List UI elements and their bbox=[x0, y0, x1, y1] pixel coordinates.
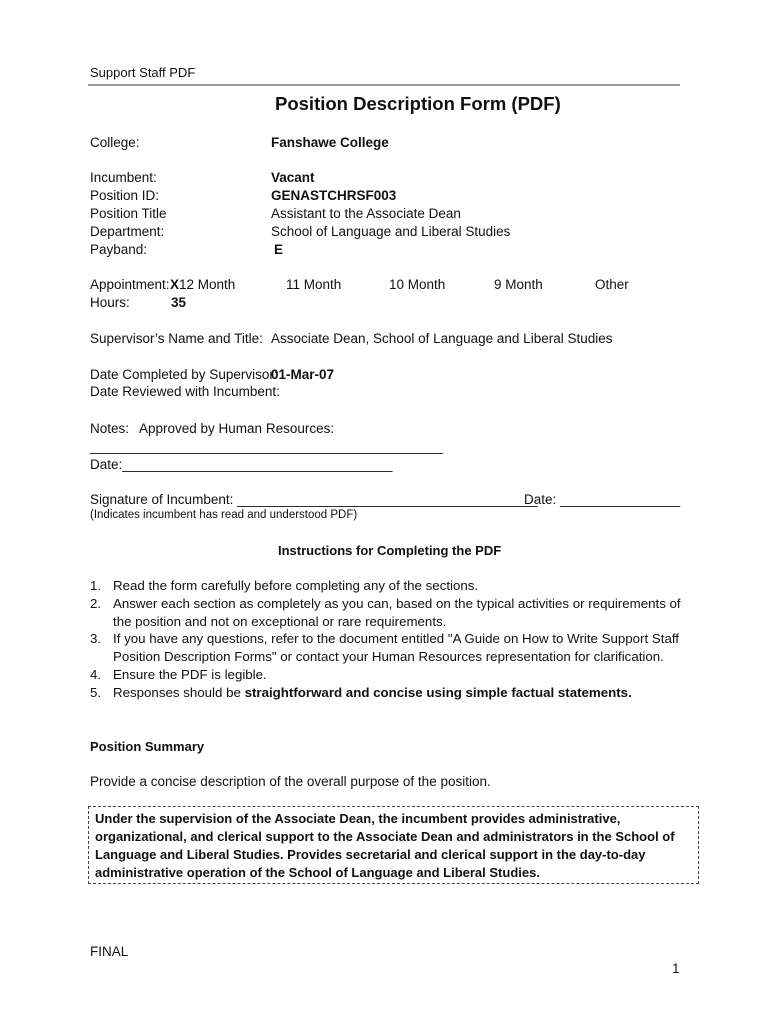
list-item-text: If you have any questions, refer to the document entitled "A Guide on How to Write Support Staff Position Description Forms" or contact your Human Resources representation for clarification. bbox=[113, 631, 679, 665]
approved-by-hr-label: Approved by Human Resources: bbox=[139, 421, 335, 436]
appointment-option-9-month: 9 Month bbox=[494, 277, 543, 292]
department-value: School of Language and Liberal Studies bbox=[271, 224, 511, 239]
appointment-option-12-month bbox=[170, 277, 235, 292]
header-rule bbox=[88, 84, 680, 86]
hours-value: 35 bbox=[171, 295, 187, 310]
document-status: FINAL bbox=[90, 944, 129, 959]
department-label: Department: bbox=[90, 224, 165, 239]
running-head: Support Staff PDF bbox=[90, 65, 196, 80]
position-id-value: GENASTCHRSF003 bbox=[271, 188, 397, 203]
date-completed-value: 01-Mar-07 bbox=[271, 367, 335, 382]
date-reviewed-label: Date Reviewed with Incumbent: bbox=[90, 384, 280, 399]
incumbent-value: Vacant bbox=[271, 170, 315, 185]
appointment-option-label: 12 Month bbox=[179, 277, 236, 292]
list-item-number: 5. bbox=[90, 684, 102, 700]
list-item-number: 3. bbox=[90, 631, 102, 647]
page-number: 1 bbox=[672, 961, 680, 976]
list-item-text: Answer each section as completely as you can, based on the typical activities or requirements of the position and not on exceptional or rare requirements. bbox=[113, 595, 681, 629]
instructions-list bbox=[90, 577, 690, 702]
signature-date-line: Date: ________________ bbox=[524, 492, 681, 507]
payband-value: E bbox=[274, 242, 284, 257]
page-title: Position Description Form (PDF) bbox=[275, 93, 561, 114]
college-value: Fanshawe College bbox=[271, 135, 389, 150]
date-completed-label: Date Completed by Supervisor: bbox=[90, 367, 278, 382]
signature-note: (Indicates incumbent has read and understood PDF) bbox=[90, 509, 358, 521]
position-id-label: Position ID: bbox=[90, 188, 160, 203]
list-item-text: Responses should be bbox=[113, 684, 245, 700]
approval-date-line: Date:____________________________________ bbox=[90, 457, 393, 472]
position-title-label: Position Title bbox=[90, 206, 167, 221]
college-label: College: bbox=[90, 135, 140, 150]
list-item-emphasis: straightforward and concise using simple factual statements. bbox=[244, 684, 632, 700]
list-item bbox=[90, 630, 690, 666]
notes-label: Notes: bbox=[90, 421, 130, 436]
supervisor-value: Associate Dean, School of Language and Liberal Studies bbox=[271, 331, 613, 346]
list-item bbox=[90, 577, 690, 595]
list-item bbox=[90, 595, 690, 631]
position-summary-prompt: Provide a concise description of the overall purpose of the position. bbox=[90, 774, 491, 789]
position-summary-heading: Position Summary bbox=[90, 739, 205, 754]
position-title-value: Assistant to the Associate Dean bbox=[271, 206, 461, 221]
position-summary-box: Under the supervision of the Associate Dean, the incumbent provides administrative, organizational, and clerical support to the Associate Dean and administrators in the School of Language and Liberal Studies. Provides secretarial and clerical support in the day-to-day administrative operation of the School of Language and Liberal Studies. bbox=[88, 806, 699, 884]
list-item-number: 1. bbox=[90, 578, 102, 593]
appointment-selected-mark: X bbox=[170, 277, 180, 292]
incumbent-label: Incumbent: bbox=[90, 170, 157, 185]
appointment-label: Appointment: bbox=[90, 277, 170, 292]
list-item bbox=[90, 684, 690, 702]
instructions-heading: Instructions for Completing the PDF bbox=[278, 543, 502, 558]
list-item bbox=[90, 666, 690, 684]
list-item-number: 2. bbox=[90, 595, 102, 611]
list-item-text: Read the form carefully before completing any of the sections. bbox=[113, 578, 479, 593]
supervisor-label: Supervisor’s Name and Title: bbox=[90, 331, 263, 346]
appointment-option-11-month: 11 Month bbox=[286, 277, 342, 292]
approval-signature-line: _______________________________________________ bbox=[90, 439, 443, 454]
list-item-number: 4. bbox=[90, 666, 102, 682]
signature-line: Signature of Incumbent: ________________________________________ bbox=[90, 492, 538, 507]
hours-label: Hours: bbox=[90, 295, 130, 310]
payband-label: Payband: bbox=[90, 242, 148, 257]
appointment-option-other: Other bbox=[595, 277, 629, 292]
list-item-text: Ensure the PDF is legible. bbox=[113, 666, 267, 682]
appointment-option-10-month: 10 Month bbox=[389, 277, 446, 292]
